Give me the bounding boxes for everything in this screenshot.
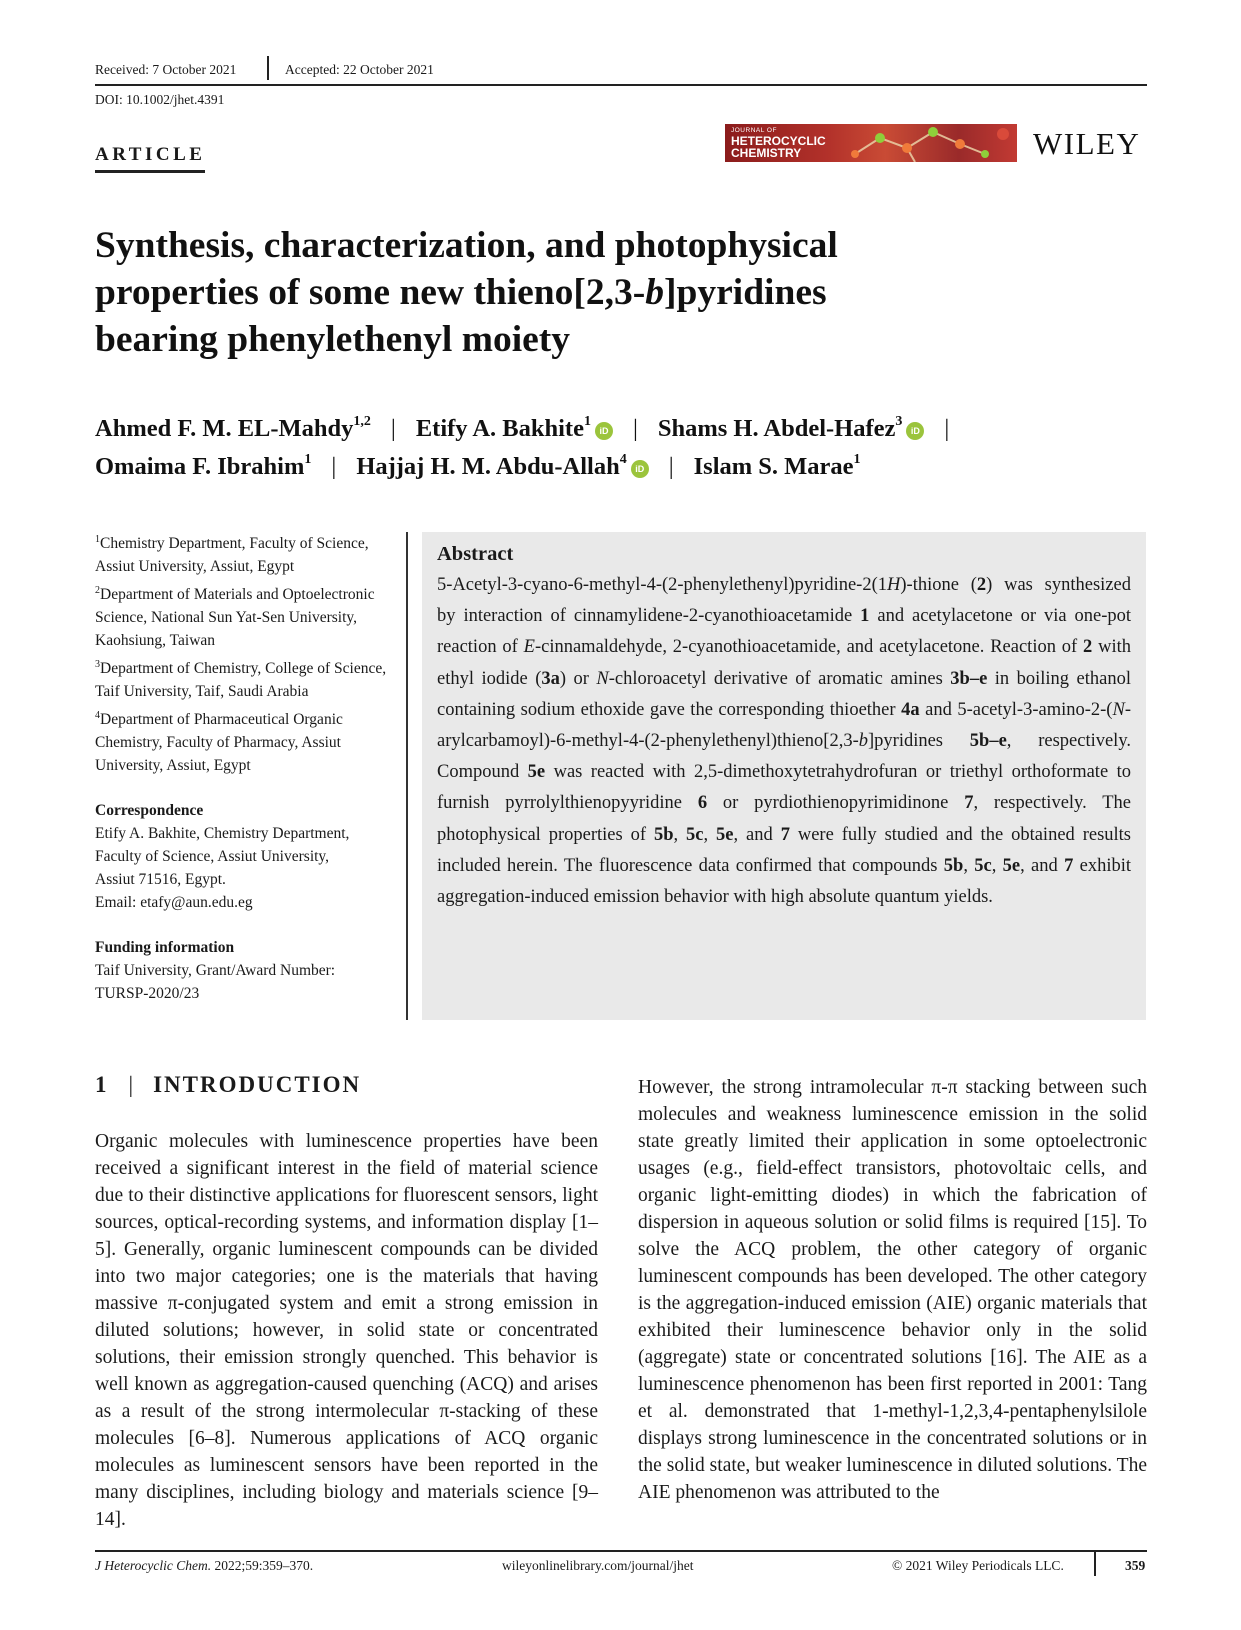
title-line-2a: properties of some new thieno[2,3-	[95, 272, 646, 313]
title-line-2c: ]pyridines	[664, 272, 827, 313]
received-date: Received: 7 October 2021	[95, 62, 237, 77]
journal-logo-line2: CHEMISTRY	[731, 146, 802, 160]
funding-line: TURSP-2020/23	[95, 985, 200, 1002]
title-line-3: bearing phenylethenyl moiety	[95, 319, 570, 360]
author-separator: |	[331, 453, 337, 480]
journal-logo-line1: HETEROCYCLIC	[731, 134, 826, 148]
affiliation: $^3$Department of Chemistry, College of Science, Taif University, Taif, Saudi Arabia	[95, 658, 387, 700]
publisher-logo[interactable]: WILEY	[1033, 126, 1141, 161]
section-heading-introduction	[95, 1072, 361, 1098]
journal-logo[interactable]	[725, 124, 1017, 162]
footer-rule	[95, 1550, 1147, 1552]
accepted-date: Accepted: 22 October 2021	[285, 62, 434, 77]
section-title: INTRODUCTION	[153, 1072, 362, 1097]
funding-heading: Funding information	[95, 939, 235, 956]
author[interactable]: Hajjaj H. M. Abdu-Allah$^4$iD	[356, 453, 648, 480]
footer-copyright: © 2021 Wiley Periodicals LLC.	[892, 1558, 1064, 1573]
affiliation: $^2$Department of Materials and Optoelectronic Science, National Sun Yat-Sen University, Kaohsiung, Taiwan	[95, 584, 375, 649]
author[interactable]: Shams H. Abdel-Hafez$^3$iD	[658, 415, 925, 442]
page-number: 359	[1125, 1558, 1146, 1573]
date-separator	[267, 56, 269, 80]
orcid-icon[interactable]: iD	[595, 422, 613, 440]
header-rule	[95, 84, 1147, 86]
footer-citation: J Heterocyclic Chem. 2022;59:359–370.	[95, 1558, 314, 1573]
article-title	[95, 222, 995, 363]
publication-dates	[95, 62, 434, 78]
author-separator: |	[390, 415, 396, 442]
author[interactable]: Ahmed F. M. EL-Mahdy$^{1,2}$	[95, 413, 371, 442]
molecule-illustration-icon	[835, 124, 1017, 162]
journal-logo-small: JOURNAL OF	[731, 127, 777, 134]
abstract-box	[422, 532, 1146, 1020]
correspondence-email[interactable]: Email: etafy@aun.edu.eg	[95, 894, 253, 911]
author-separator: |	[944, 415, 950, 442]
correspondence-line: Etify A. Bakhite, Chemistry Department,	[95, 825, 350, 842]
correspondence-line: Assiut 71516, Egypt.	[95, 871, 226, 888]
article-type-label: ARTICLE	[95, 144, 206, 165]
footer-url[interactable]: wileyonlinelibrary.com/journal/jhet	[502, 1558, 694, 1573]
affiliations-column	[95, 532, 395, 1005]
section-number: 1	[95, 1072, 109, 1097]
abstract-heading: Abstract	[437, 543, 514, 565]
author-affiliation: 1	[853, 451, 861, 467]
correspondence-line: Faculty of Science, Assiut University,	[95, 848, 330, 865]
column-divider	[406, 532, 408, 1020]
article-label-underline	[95, 170, 205, 173]
funding-line: Taif University, Grant/Award Number:	[95, 962, 336, 979]
intro-paragraph-left: Organic molecules with luminescence properties have been received a significant interest in the field of material science due to their distinctive applications for fluorescent sensors, light sources, optical-recording systems, and information display [1–5]. Generally, organic luminescent compounds can be divided into two major categories; one is the materials that having massive π-conjugated system and emit a strong emission in diluted solutions; however, in solid state or concentrated solutions, their emission strongly quenched. This behavior is well known as aggregation-caused quenching (ACQ) and arises as a result of the strong intermolecular π-stacking of these molecules [6–8]. Numerous applications of ACQ organic molecules as luminescent sensors have been reported in the many disciplines, including biology and materials science [9–14].	[95, 1131, 598, 1530]
affiliation: $^1$Chemistry Department, Faculty of Science, Assiut University, Assiut, Egypt	[95, 533, 369, 575]
author-list	[95, 410, 1155, 486]
author[interactable]: Omaima F. Ibrahim$^1$	[95, 451, 312, 480]
intro-paragraph-right: However, the strong intramolecular π-π stacking between such molecules and weakness luminescence emission in the solid state greatly limited their application in some optoelectronic usages (e.g., field-effect transistors, photovoltaic cells, and organic light-emitting diodes) in which the fabrication of dispersion in aqueous solution or solid films is required [15]. To solve the ACQ problem, the other category of organic luminescent compounds has been developed. The other category is the aggregation-induced emission (AIE) organic materials that exhibited their luminescence behavior only in the solid (aggregate) state or concentrated solutions [16]. The AIE as a luminescence phenomenon has been first reported in 2001: Tang et al. demonstrated that 1-methyl-1,2,3,4-pentaphenylsilole displays strong luminescence in the concentrated solutions or in the solid state, but weaker luminescence in diluted solutions. The AIE phenomenon was attributed to the	[638, 1077, 1147, 1503]
orcid-icon[interactable]: iD	[631, 460, 649, 478]
affiliation: $^4$Department of Pharmaceutical Organic Chemistry, Faculty of Pharmacy, Assiut University, Assiut, Egypt	[95, 709, 343, 774]
doi[interactable]: DOI: 10.1002/jhet.4391	[95, 92, 225, 107]
section-separator: |	[128, 1072, 134, 1097]
correspondence-heading: Correspondence	[95, 802, 204, 819]
abstract-text: 5-Acetyl-3-cyano-6-methyl-4-(2-phenylethenyl)pyridine-2(1H)-thione (2) was synthesized by interaction of cinnamylidene-2-cyanothioacetamide 1 and acetylacetone or via one-pot reaction of E-cinnamaldehyde, 2-cyanothioacetamide, and acetylacetone. Reaction of 2 with ethyl iodide (3a) or N-chloroacetyl derivative of aromatic amines 3b–e in boiling ethanol containing sodium ethoxide gave the corresponding thioether 4a and 5-acetyl-3-amino-2-(N-arylcarbamoyl)-6-methyl-4-(2-phenylethenyl)thieno[2,3-b]pyridines 5b–e, respectively. Compound 5e was reacted with 2,5-dimethoxytetrahydrofuran or triethyl orthoformate to furnish pyrrolylthienopyyridine 6 or pyrdiothienopyrimidinone 7, respectively. The photophysical properties of 5b, 5c, 5e, and 7 were fully studied and the obtained results included herein. The fluorescence data confirmed that compounds 5b, 5c, 5e, and 7 exhibit aggregation-induced emission behavior with high absolute quantum yields.	[437, 575, 1132, 908]
orcid-icon[interactable]: iD	[906, 422, 924, 440]
author-affiliation: 1	[304, 451, 312, 467]
author-affiliation: 1,2	[353, 413, 371, 429]
author-affiliation: 4	[619, 451, 627, 467]
author[interactable]: Islam S. Marae$^1$	[693, 451, 861, 480]
author-separator: |	[668, 453, 674, 480]
author-affiliation: 1	[583, 413, 591, 429]
footer-separator	[1094, 1550, 1096, 1576]
author-separator: |	[632, 415, 638, 442]
title-line-2-italic: b	[645, 272, 665, 313]
author[interactable]: Etify A. Bakhite$^1$iD	[416, 415, 613, 442]
title-line-1: Synthesis, characterization, and photophysical	[95, 225, 838, 266]
author-affiliation: 3	[895, 413, 903, 429]
